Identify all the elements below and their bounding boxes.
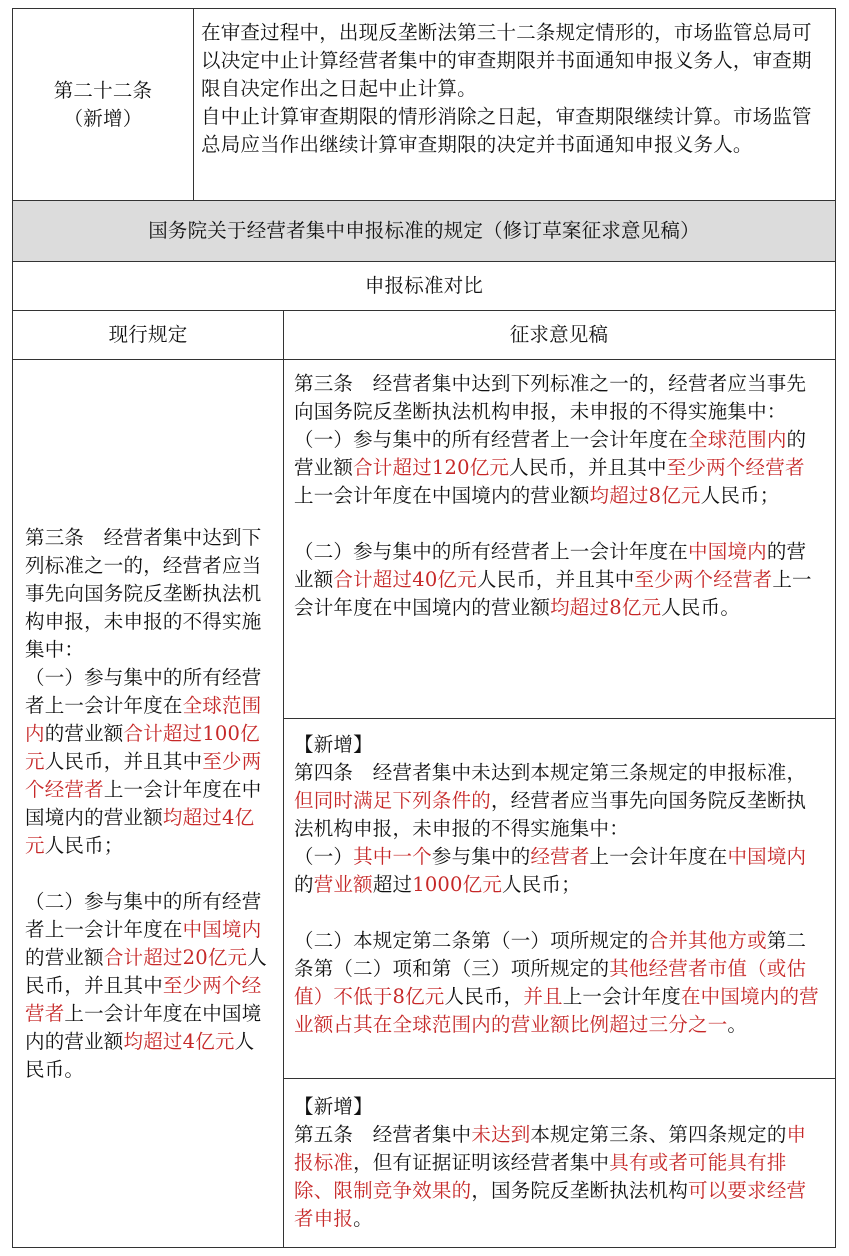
article-22-label-cell xyxy=(13,9,193,200)
draft-article-3-intro: 第三条 经营者集中达到下列标准之一的，经营者应当事先向国务院反垄断执法机构申报，未申报的不得实施集中： xyxy=(294,372,807,423)
draft-article-4-intro: 第四条 经营者集中未达到本规定第三条规定的申报标准，但同时满足下列条件的，经营者应当事先向国务院反垄断执法机构申报，未申报的不得实施集中： xyxy=(294,761,807,840)
column-header-current: 现行规定 xyxy=(108,323,188,346)
draft-article-4-tag: 【新增】 xyxy=(294,733,373,756)
section-title xyxy=(12,201,836,262)
column-header-row xyxy=(12,311,836,360)
draft-article-4-item-2: （二）本规定第二条第（一）项所规定的合并其他方或第二条第（二）项和第（三）项所规定的其他经营者市值（或估值）不低于8亿元人民币，并且上一会计年度在中国境内的营业额占其在全球范围内的营业额比例超过三分之一。 xyxy=(294,929,819,1036)
section-title-text: 国务院关于经营者集中申报标准的规定（修订草案征求意见稿） xyxy=(148,219,700,242)
current-item-2: （二）参与集中的所有经营者上一会计年度在中国境内的营业额合计超过20亿元人民币，并且其中至少两个经营者上一会计年度在中国境内的营业额均超过4亿元人民币。 xyxy=(25,889,267,1081)
current-item-1: （一）参与集中的所有经营者上一会计年度在全球范围内的营业额合计超过100亿元人民币，并且其中至少两个经营者上一会计年度在中国境内的营业额均超过4亿元人民币； xyxy=(25,665,262,857)
draft-article-5-tag: 【新增】 xyxy=(294,1095,373,1118)
comparison-body xyxy=(12,360,836,1248)
draft-article-3-cell xyxy=(284,360,835,719)
current-article-3-intro: 第三条 经营者集中达到下列标准之一的，经营者应当事先向国务院反垄断执法机构申报，未申报的不得实施集中： xyxy=(25,525,262,661)
current-rule-cell xyxy=(13,360,283,1247)
article-22-paragraph-2: 自中止计算审查期限的情形消除之日起，审查期限继续计算。市场监管总局应当作出继续计算审查期限的决定并书面通知申报义务人。 xyxy=(201,105,812,156)
subsection-title-text: 申报标准对比 xyxy=(364,274,484,297)
draft-article-4-cell xyxy=(284,719,835,1079)
draft-article-4-item-1: （一）其中一个参与集中的经营者上一会计年度在中国境内的营业额超过1000亿元人民币； xyxy=(294,845,807,896)
draft-article-5-cell xyxy=(284,1079,835,1247)
column-header-draft: 征求意见稿 xyxy=(509,323,609,346)
article-22-label: 第二十二条 xyxy=(53,78,153,102)
draft-article-3-item-2: （二）参与集中的所有经营者上一会计年度在中国境内的营业额合计超过40亿元人民币，并且其中至少两个经营者上一会计年度在中国境内的营业额均超过8亿元人民币。 xyxy=(294,540,812,619)
article-22-tag: （新增） xyxy=(63,106,143,130)
subsection-title xyxy=(12,262,836,311)
draft-article-3-item-1: （一）参与集中的所有经营者上一会计年度在全球范围内的营业额合计超过120亿元人民币，并且其中至少两个经营者上一会计年度在中国境内的营业额均超过8亿元人民币； xyxy=(294,428,807,507)
article-22-paragraph-1: 在审查过程中，出现反垄断法第三十二条规定情形的，市场监管总局可以决定中止计算经营者集中的审查期限并书面通知申报义务人，审查期限自决定作出之日起中止计算。 xyxy=(201,21,812,100)
document-table xyxy=(12,8,836,1248)
article-22-row xyxy=(12,8,836,201)
draft-article-5-body: 第五条 经营者集中未达到本规定第三条、第四条规定的申报标准，但有证据证明该经营者集中具有或者可能具有排除、限制竞争效果的，国务院反垄断执法机构可以要求经营者申报。 xyxy=(294,1123,807,1230)
article-22-body xyxy=(201,9,821,200)
